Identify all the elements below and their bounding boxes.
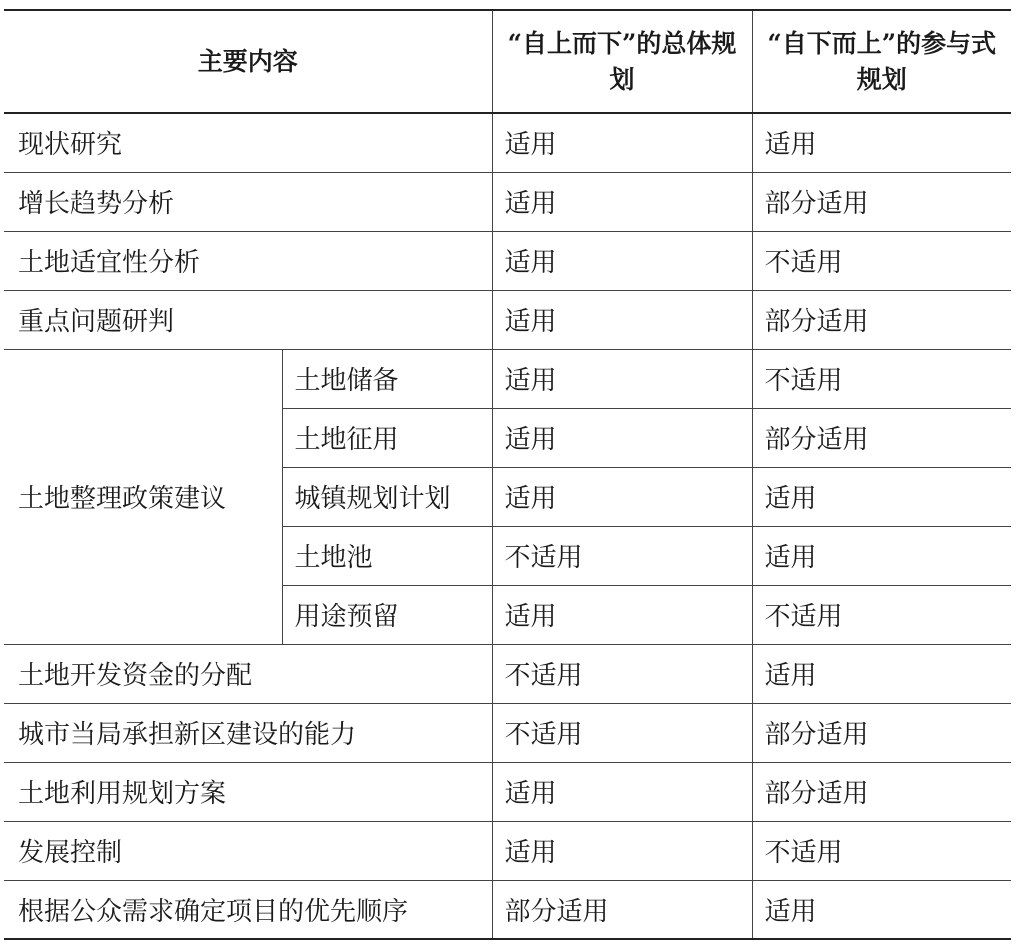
row-topdown: 不适用: [492, 526, 752, 585]
row-bottomup: 不适用: [752, 821, 1011, 880]
row-topdown: 适用: [492, 231, 752, 290]
row-bottomup: 不适用: [752, 585, 1011, 644]
header-content: 主要内容: [4, 10, 492, 113]
table-row: [4, 821, 1011, 880]
table-row: [4, 231, 1011, 290]
row-topdown: 适用: [492, 172, 752, 231]
row-content: 增长趋势分析: [4, 172, 492, 231]
policy-sub-item: 用途预留: [282, 585, 492, 644]
table-row: [4, 349, 1011, 408]
table-row: [4, 290, 1011, 349]
policy-sub-item: 城镇规划计划: [282, 467, 492, 526]
row-topdown: 不适用: [492, 644, 752, 703]
table-row: [4, 762, 1011, 821]
row-bottomup: 部分适用: [752, 762, 1011, 821]
row-bottomup: 不适用: [752, 231, 1011, 290]
row-topdown: 适用: [492, 762, 752, 821]
row-topdown: 适用: [492, 290, 752, 349]
row-bottomup: 适用: [752, 526, 1011, 585]
row-bottomup: 部分适用: [752, 172, 1011, 231]
row-bottomup: 适用: [752, 113, 1011, 172]
row-content: 土地适宜性分析: [4, 231, 492, 290]
row-bottomup: 部分适用: [752, 703, 1011, 762]
row-content: 重点问题研判: [4, 290, 492, 349]
policy-sub-item: 土地池: [282, 526, 492, 585]
row-bottomup: 部分适用: [752, 290, 1011, 349]
row-content: 城市当局承担新区建设的能力: [4, 703, 492, 762]
table-row: [4, 113, 1011, 172]
row-content: 土地利用规划方案: [4, 762, 492, 821]
row-topdown: 适用: [492, 467, 752, 526]
row-topdown: 适用: [492, 585, 752, 644]
row-topdown: 适用: [492, 408, 752, 467]
row-bottomup: 适用: [752, 644, 1011, 703]
table-row: [4, 644, 1011, 703]
row-bottomup: 适用: [752, 880, 1011, 939]
policy-group-label: 土地整理政策建议: [4, 349, 282, 644]
row-topdown: 不适用: [492, 703, 752, 762]
planning-comparison-table: [4, 9, 1011, 940]
header-bottomup: “自下而上”的参与式规划: [752, 10, 1011, 113]
header-row: [4, 10, 1011, 113]
table-row: [4, 172, 1011, 231]
row-content: 根据公众需求确定项目的优先顺序: [4, 880, 492, 939]
row-bottomup: 不适用: [752, 349, 1011, 408]
row-content: 土地开发资金的分配: [4, 644, 492, 703]
row-topdown: 适用: [492, 821, 752, 880]
table-row: [4, 703, 1011, 762]
row-bottomup: 部分适用: [752, 408, 1011, 467]
row-content: 发展控制: [4, 821, 492, 880]
row-bottomup: 适用: [752, 467, 1011, 526]
policy-sub-item: 土地征用: [282, 408, 492, 467]
policy-sub-item: 土地储备: [282, 349, 492, 408]
row-topdown: 部分适用: [492, 880, 752, 939]
row-topdown: 适用: [492, 349, 752, 408]
row-topdown: 适用: [492, 113, 752, 172]
table-row: [4, 880, 1011, 939]
header-topdown: “自上而下”的总体规划: [492, 10, 752, 113]
row-content: 现状研究: [4, 113, 492, 172]
